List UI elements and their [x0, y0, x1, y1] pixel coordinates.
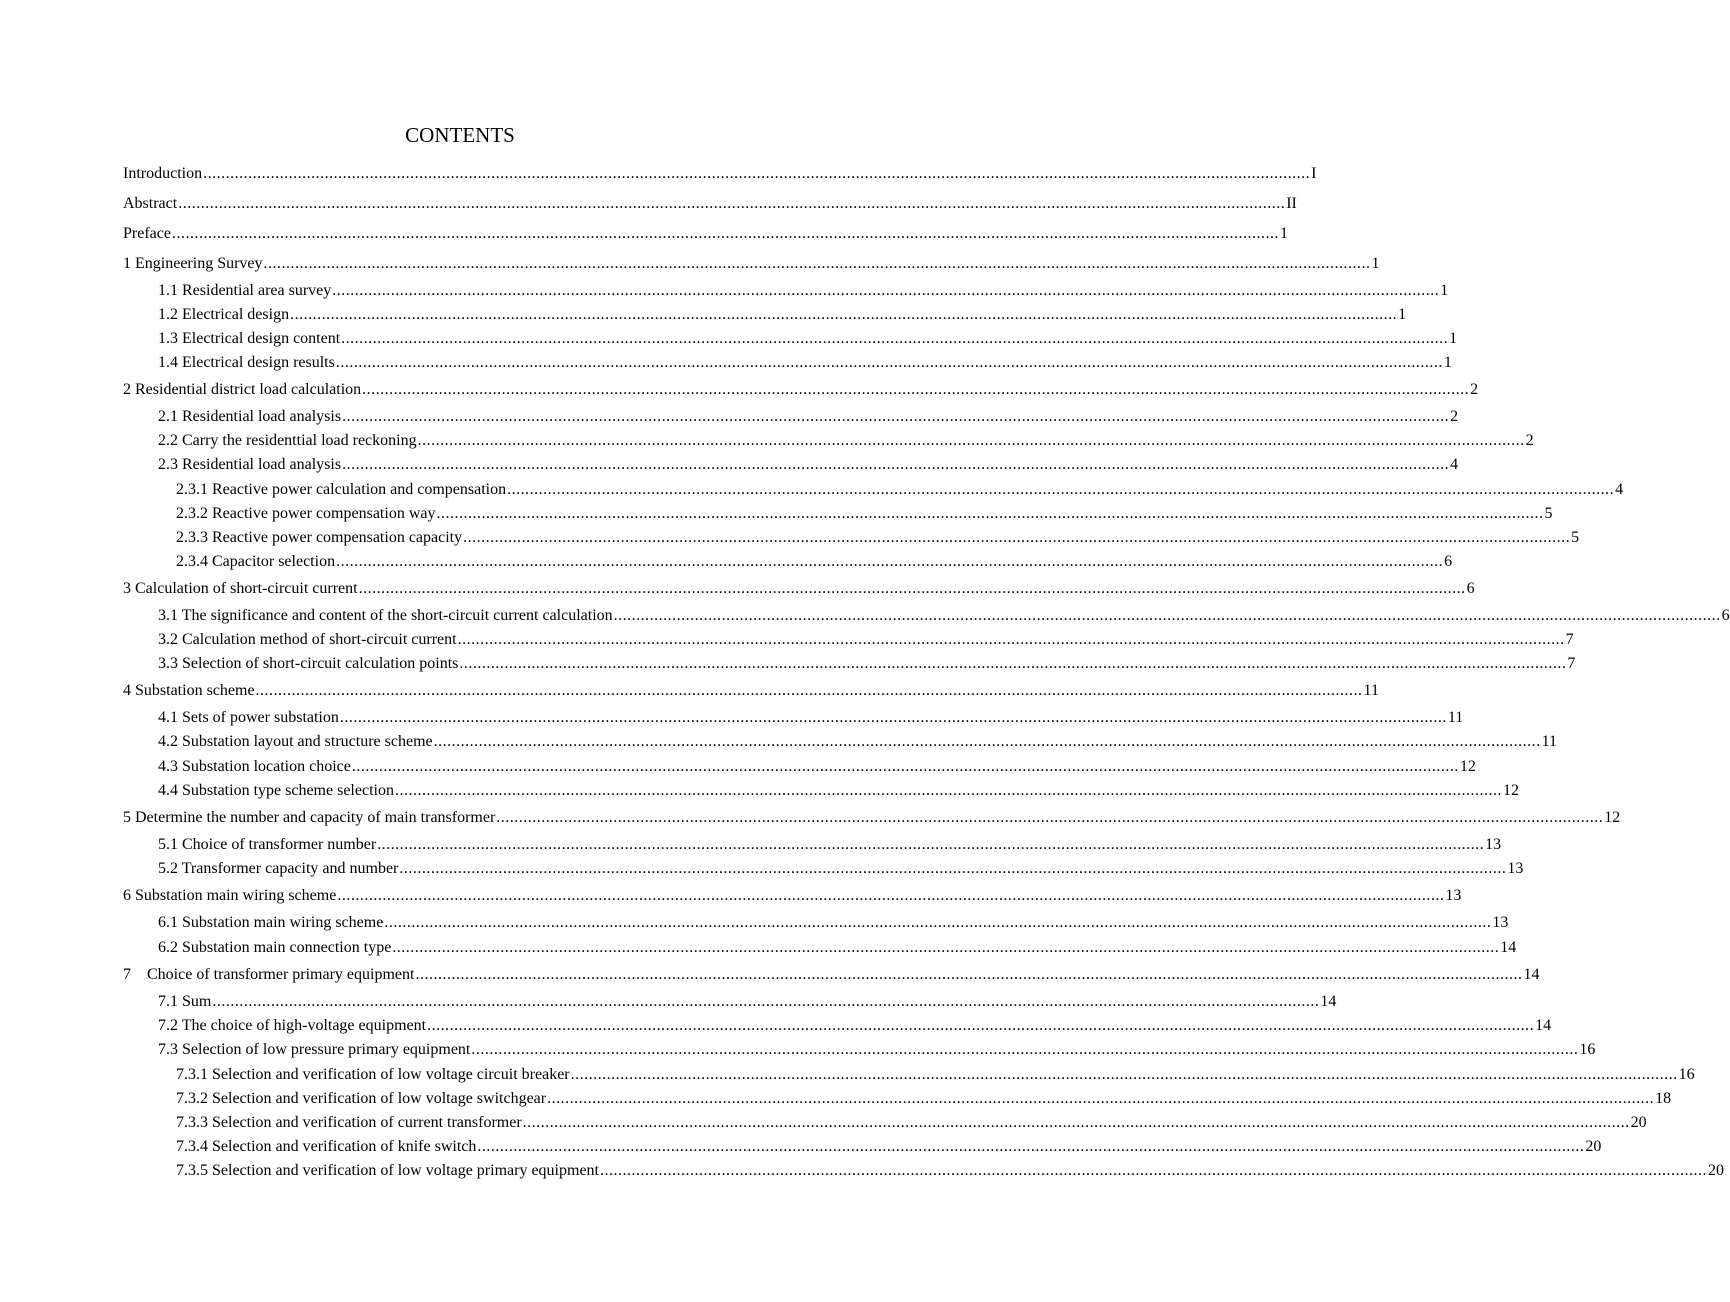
- toc-entry[interactable]: [158, 834, 1502, 856]
- toc-entry-page: 11: [1447, 709, 1464, 726]
- toc-entry-page: 20: [1708, 1162, 1724, 1179]
- toc-entry-label: 5.1 Choice of transformer number: [158, 836, 377, 853]
- toc-entry[interactable]: [123, 964, 1540, 986]
- dot-leader: ......................................................................................................................................................................................................................................................: [471, 1041, 1579, 1058]
- toc-entry-label: 7 Choice of transformer primary equipment: [123, 966, 415, 983]
- toc-entry-label: Abstract: [123, 195, 178, 212]
- dot-leader: ......................................................................................................................................................................................................................................................: [332, 282, 1440, 299]
- toc-entry[interactable]: [158, 1015, 1552, 1037]
- toc-entry-page: 5: [1571, 529, 1580, 546]
- toc-entry-page: 13: [1485, 836, 1502, 853]
- dot-leader: ......................................................................................................................................................................................................................................................: [339, 709, 1447, 726]
- toc-entry[interactable]: [123, 253, 1380, 275]
- toc-entry[interactable]: [158, 454, 1459, 476]
- toc-entry-label: 2.3.4 Capacitor selection: [176, 553, 336, 570]
- dot-leader: ......................................................................................................................................................................................................................................................: [433, 733, 1541, 750]
- toc-entry[interactable]: [158, 605, 1730, 627]
- dot-leader: ......................................................................................................................................................................................................................................................: [255, 682, 1363, 699]
- toc-entry[interactable]: [176, 503, 1553, 525]
- toc-entry-label: 3.2 Calculation method of short-circuit current: [158, 631, 457, 648]
- toc-entry-page: 1: [1398, 306, 1407, 323]
- toc-entry[interactable]: [158, 991, 1337, 1013]
- dot-leader: ......................................................................................................................................................................................................................................................: [362, 381, 1470, 398]
- dot-leader: ......................................................................................................................................................................................................................................................: [290, 306, 1398, 323]
- toc-entry[interactable]: [158, 352, 1452, 374]
- toc-entry[interactable]: [158, 937, 1517, 959]
- toc-entry-label: 3.3 Selection of short-circuit calculation points: [158, 655, 459, 672]
- dot-leader: ......................................................................................................................................................................................................................................................: [335, 354, 1443, 371]
- toc-entry-page: 20: [1585, 1138, 1602, 1155]
- toc-entry[interactable]: [123, 807, 1621, 829]
- toc-entry-page: 4: [1615, 481, 1624, 498]
- toc-entry[interactable]: [158, 858, 1524, 880]
- toc-entry-label: 5.2 Transformer capacity and number: [158, 860, 399, 877]
- toc-entry-page: 11: [1363, 682, 1379, 699]
- toc-entry[interactable]: [176, 479, 1624, 501]
- toc-entry[interactable]: [158, 653, 1576, 675]
- dot-leader: ......................................................................................................................................................................................................................................................: [613, 607, 1721, 624]
- toc-entry[interactable]: [123, 379, 1479, 401]
- dot-leader: ......................................................................................................................................................................................................................................................: [212, 993, 1320, 1010]
- toc-entry-label: 7.1 Sum: [158, 993, 212, 1010]
- toc-entry[interactable]: [123, 193, 1297, 215]
- toc-entry-page: 11: [1541, 733, 1558, 750]
- toc-entry-label: 4.1 Sets of power substation: [158, 709, 339, 726]
- dot-leader: ......................................................................................................................................................................................................................................................: [570, 1066, 1678, 1083]
- dot-leader: ......................................................................................................................................................................................................................................................: [415, 966, 1523, 983]
- dot-leader: ......................................................................................................................................................................................................................................................: [342, 408, 1450, 425]
- toc-entry-label: 2.2 Carry the residenttial load reckoning: [158, 432, 417, 449]
- dot-leader: ......................................................................................................................................................................................................................................................: [547, 1090, 1655, 1107]
- toc-entry-page: 16: [1579, 1041, 1596, 1058]
- toc-entry-label: 1.3 Electrical design content: [158, 330, 341, 347]
- toc-entry-page: 1: [1279, 225, 1288, 242]
- toc-entry-page: 6: [1444, 553, 1453, 570]
- dot-leader: ......................................................................................................................................................................................................................................................: [263, 255, 1371, 272]
- dot-leader: ......................................................................................................................................................................................................................................................: [178, 195, 1286, 212]
- toc-entry-label: 4.3 Substation location choice: [158, 758, 351, 775]
- toc-entry-label: 2.3 Residential load analysis: [158, 456, 342, 473]
- toc-entry-label: 4.2 Substation layout and structure scheme: [158, 733, 433, 750]
- dot-leader: ......................................................................................................................................................................................................................................................: [459, 655, 1567, 672]
- dot-leader: ......................................................................................................................................................................................................................................................: [496, 809, 1604, 826]
- toc-entry[interactable]: [176, 1160, 1724, 1182]
- toc-entry[interactable]: [176, 551, 1453, 573]
- toc-entry-page: 12: [1502, 782, 1519, 799]
- dot-leader: ......................................................................................................................................................................................................................................................: [522, 1114, 1630, 1131]
- dot-leader: ......................................................................................................................................................................................................................................................: [463, 529, 1571, 546]
- dot-leader: ......................................................................................................................................................................................................................................................: [507, 481, 1615, 498]
- toc-entry[interactable]: [158, 629, 1574, 651]
- toc-entry-page: 6: [1721, 607, 1730, 624]
- toc-entry-label: 1.1 Residential area survey: [158, 282, 332, 299]
- toc-entry-label: 4.4 Substation type scheme selection: [158, 782, 394, 799]
- toc-entry-page: 12: [1604, 809, 1621, 826]
- toc-entry-label: Preface: [123, 225, 171, 242]
- toc-entry[interactable]: [176, 527, 1580, 549]
- toc-entry-page: 14: [1523, 966, 1540, 983]
- toc-entry-page: 7: [1565, 631, 1574, 648]
- toc-entry[interactable]: [123, 885, 1462, 907]
- toc-entry[interactable]: [123, 163, 1317, 185]
- toc-entry-label: 7.3.5 Selection and verification of low voltage primary equipment: [176, 1162, 599, 1179]
- toc-entry-page: I: [1311, 165, 1317, 182]
- toc-entry[interactable]: [176, 1064, 1695, 1086]
- toc-entry-page: 20: [1630, 1114, 1647, 1131]
- toc-entry-page: 2: [1450, 408, 1459, 425]
- toc-entry[interactable]: [158, 756, 1476, 778]
- toc-entry-page: 14: [1535, 1017, 1552, 1034]
- toc-entry-label: 3.1 The significance and content of the short-circuit current calculation: [158, 607, 613, 624]
- toc-entry-label: 5 Determine the number and capacity of main transformer: [123, 809, 496, 826]
- toc-entry-page: 1: [1371, 255, 1380, 272]
- toc-entry-page: 6: [1466, 580, 1475, 597]
- dot-leader: ......................................................................................................................................................................................................................................................: [392, 939, 1500, 956]
- dot-leader: ......................................................................................................................................................................................................................................................: [337, 887, 1445, 904]
- toc-entry[interactable]: [158, 430, 1534, 452]
- toc-entry-page: 13: [1507, 860, 1524, 877]
- toc-entry-page: 12: [1459, 758, 1476, 775]
- toc-entry-label: 1.4 Electrical design results: [158, 354, 335, 371]
- toc-entry-page: 13: [1445, 887, 1462, 904]
- toc-entry-label: Introduction: [123, 165, 203, 182]
- toc-entry[interactable]: [158, 780, 1519, 802]
- toc-entry-label: 7.2 The choice of high-voltage equipment: [158, 1017, 427, 1034]
- dot-leader: ......................................................................................................................................................................................................................................................: [436, 505, 1544, 522]
- toc-entry-label: 7.3.3 Selection and verification of current transformer: [176, 1114, 522, 1131]
- toc-entry-page: 2: [1525, 432, 1534, 449]
- toc-entry-label: 6.1 Substation main wiring scheme: [158, 914, 384, 931]
- toc-entry-label: 6.2 Substation main connection type: [158, 939, 392, 956]
- toc-entry[interactable]: [176, 1112, 1647, 1134]
- toc-entry-page: II: [1286, 195, 1297, 212]
- toc-entry-label: 3 Calculation of short-circuit current: [123, 580, 358, 597]
- toc-entry-page: 5: [1544, 505, 1553, 522]
- toc-entry-label: 7.3.2 Selection and verification of low voltage switchgear: [176, 1090, 547, 1107]
- toc-entry[interactable]: [158, 280, 1449, 302]
- dot-leader: ......................................................................................................................................................................................................................................................: [171, 225, 1279, 242]
- toc-entry[interactable]: [123, 223, 1288, 245]
- toc-entry-page: 14: [1500, 939, 1517, 956]
- toc-entry[interactable]: [123, 578, 1475, 600]
- toc-entry-page: 1: [1449, 330, 1458, 347]
- dot-leader: ......................................................................................................................................................................................................................................................: [457, 631, 1565, 648]
- toc-entry-page: 13: [1492, 914, 1509, 931]
- toc-entry-label: 2.3.1 Reactive power calculation and compensation: [176, 481, 507, 498]
- dot-leader: ......................................................................................................................................................................................................................................................: [358, 580, 1466, 597]
- dot-leader: ......................................................................................................................................................................................................................................................: [377, 836, 1485, 853]
- dot-leader: ......................................................................................................................................................................................................................................................: [203, 165, 1311, 182]
- dot-leader: ......................................................................................................................................................................................................................................................: [384, 914, 1492, 931]
- toc-entry-page: 7: [1567, 655, 1576, 672]
- toc-entry[interactable]: [158, 1039, 1596, 1061]
- toc-entry-label: 2.3.3 Reactive power compensation capacity: [176, 529, 463, 546]
- dot-leader: ......................................................................................................................................................................................................................................................: [427, 1017, 1535, 1034]
- toc-entry[interactable]: [158, 731, 1558, 753]
- toc-entry-page: 2: [1470, 381, 1479, 398]
- dot-leader: ......................................................................................................................................................................................................................................................: [341, 330, 1449, 347]
- dot-leader: ......................................................................................................................................................................................................................................................: [394, 782, 1502, 799]
- dot-leader: ......................................................................................................................................................................................................................................................: [351, 758, 1459, 775]
- dot-leader: ......................................................................................................................................................................................................................................................: [336, 553, 1444, 570]
- dot-leader: ......................................................................................................................................................................................................................................................: [600, 1162, 1707, 1179]
- dot-leader: ......................................................................................................................................................................................................................................................: [477, 1138, 1585, 1155]
- dot-leader: ......................................................................................................................................................................................................................................................: [417, 432, 1525, 449]
- toc-entry[interactable]: [123, 680, 1379, 702]
- toc-entry-label: 4 Substation scheme: [123, 682, 255, 699]
- dot-leader: ......................................................................................................................................................................................................................................................: [342, 456, 1450, 473]
- toc-entry[interactable]: [176, 1136, 1602, 1158]
- toc-entry-label: 2.3.2 Reactive power compensation way: [176, 505, 436, 522]
- toc-entry-page: 1: [1443, 354, 1452, 371]
- dot-leader: ......................................................................................................................................................................................................................................................: [399, 860, 1507, 877]
- toc-entry[interactable]: [158, 406, 1459, 428]
- toc-entry-page: 4: [1450, 456, 1459, 473]
- toc-title: CONTENTS: [405, 123, 515, 147]
- toc-entry-label: 7.3.1 Selection and verification of low voltage circuit breaker: [176, 1066, 570, 1083]
- toc-entry[interactable]: [158, 328, 1458, 350]
- toc-entry[interactable]: [158, 304, 1407, 326]
- toc-entry-label: 7.3 Selection of low pressure primary equipment: [158, 1041, 471, 1058]
- toc-entry-page: 14: [1320, 993, 1337, 1010]
- toc-entry-page: 16: [1678, 1066, 1695, 1083]
- toc-entry-page: 1: [1440, 282, 1449, 299]
- toc-entry[interactable]: [158, 707, 1464, 729]
- toc-entry-label: 1 Engineering Survey: [123, 255, 263, 272]
- toc-entry[interactable]: [158, 912, 1509, 934]
- toc-entry-label: 7.3.4 Selection and verification of knife switch: [176, 1138, 477, 1155]
- toc-entry-label: 2 Residential district load calculation: [123, 381, 362, 398]
- toc-entry[interactable]: [176, 1088, 1672, 1110]
- toc-entry-label: 6 Substation main wiring scheme: [123, 887, 337, 904]
- toc-entry-label: 2.1 Residential load analysis: [158, 408, 342, 425]
- toc-entry-page: 18: [1655, 1090, 1672, 1107]
- toc-entry-label: 1.2 Electrical design: [158, 306, 290, 323]
